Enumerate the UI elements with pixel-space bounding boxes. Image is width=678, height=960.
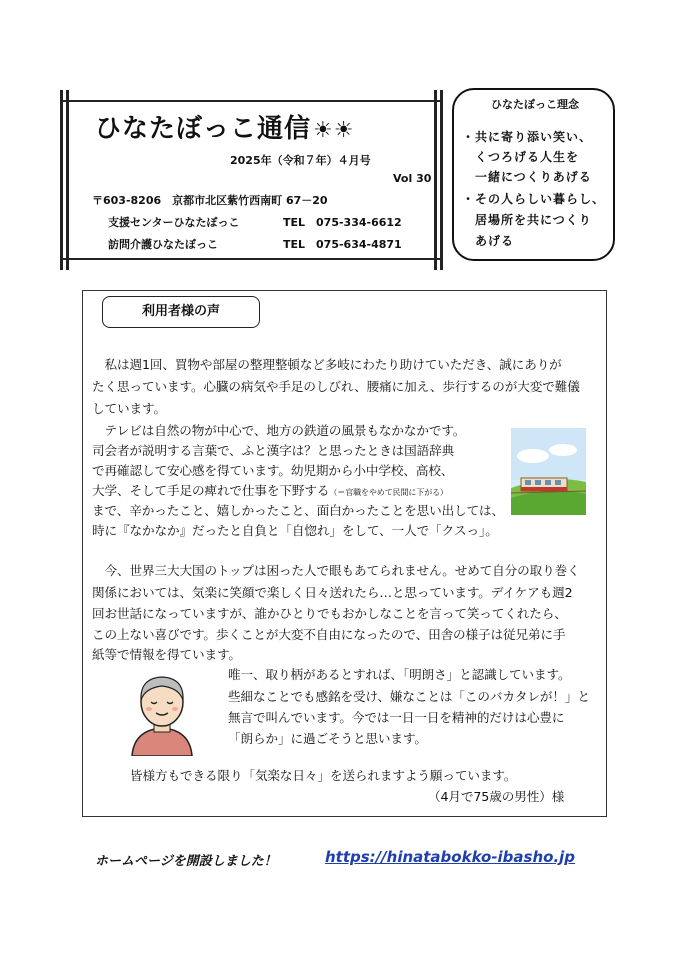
newsletter-title	[95, 108, 354, 145]
body-line: 無言で叫んでいます。今では一日一日を精神的だけは心豊に	[228, 710, 565, 725]
body-line: たく思っています。心臓の病気や手足のしびれ、腰痛に加え、歩行するのが大変で難儀	[92, 379, 580, 394]
body-line: 些細なことでも感銘を受け、嫌なことは「このバカタレが！」と	[228, 689, 590, 704]
org-tel-support-center: TEL 075-334-6612	[283, 216, 402, 229]
principle-line: 居場所を共につくり	[462, 213, 592, 227]
principle-line: ・その人らしい暮らし、	[462, 192, 606, 206]
elderly-person-image	[124, 670, 200, 756]
body-line-text: 大学、そして手足の痺れで仕事を下野する	[92, 483, 330, 498]
closing-line: 皆様方もできる限り「気楽な日々」を送られますよう願っています。	[130, 768, 517, 783]
principle-line: あげる	[462, 234, 515, 248]
body-line: しています。	[92, 401, 166, 416]
section-label: 利用者様の声	[102, 296, 260, 328]
body-line: まで、辛かったこと、嬉しかったこと、面白かったことを思い出しては、	[92, 503, 505, 518]
body-line: 「朗らか」に過ごそうと思います。	[228, 731, 427, 746]
body-line: 唯一、取り柄があるとすれば、「明朗さ」と認識しています。	[228, 667, 571, 682]
org-name-home-care: 訪問介護ひなたぼっこ	[108, 238, 218, 251]
body-line: テレビは自然の物が中心で、地方の鉄道の風景もなかなかです。	[92, 423, 466, 438]
body-line	[92, 483, 448, 501]
principle-title: ひなたぼっこ理念	[491, 98, 579, 111]
address: 〒603-8206 京都市北区紫竹西南町 67－20	[92, 194, 328, 207]
principle-line: 一緒につくりあげる	[462, 170, 592, 184]
body-line: 今、世界三大大国のトップは困った人で眼もあてられません。せめて自分の取り巻く	[92, 563, 580, 578]
body-line: 時に『なかなか』だったと自負と「自惚れ」をして、一人で「クスっ」。	[92, 523, 498, 538]
body-line: 私は週1回、買物や部屋の整理整頓など多岐にわたり助けていただき、誠にありが	[92, 357, 562, 372]
signature: （4月で75歳の男性）様	[428, 789, 565, 804]
homepage-announcement: ホームページを開設しました！	[95, 854, 277, 869]
principle-line: くつろげる人生を	[462, 150, 580, 164]
org-name-support-center: 支援センターひなたぼっこ	[108, 216, 240, 229]
sun-icon: ☀☀	[313, 118, 355, 143]
volume-number: Vol 30	[393, 172, 432, 185]
issue-date: 2025年（令和７年）４月号	[230, 154, 371, 167]
body-line: この上ない喜びです。歩くことが大変不自由になったので、田舎の様子は従兄弟に手	[92, 627, 566, 642]
principle-line: ・共に寄り添い笑い、	[462, 130, 593, 144]
body-line: 関係においては、気楽に笑顔で楽しく日々送れたら…と思っています。デイケアも週2	[92, 585, 573, 600]
body-line: 司会者が説明する言葉で、ふと漢字は？と思ったときは国語辞典	[92, 443, 455, 458]
body-line: 紙等で情報を得ています。	[92, 647, 241, 662]
org-tel-home-care: TEL 075-634-4871	[283, 238, 402, 251]
title-text: ひなたぼっこ通信	[95, 114, 312, 144]
annotation-note: （＝官職をやめて民間に下がる）	[329, 488, 448, 497]
homepage-link[interactable]: https://hinatabokko-ibasho.jp	[325, 848, 576, 866]
train-landscape-image	[511, 428, 586, 515]
body-line: 回お世話になっていますが、誰かひとりでもおかしなことを言って笑ってくれたら、	[92, 606, 567, 621]
body-line: で再確認して安心感を得ています。幼児期から小中学校、高校、	[92, 463, 454, 478]
